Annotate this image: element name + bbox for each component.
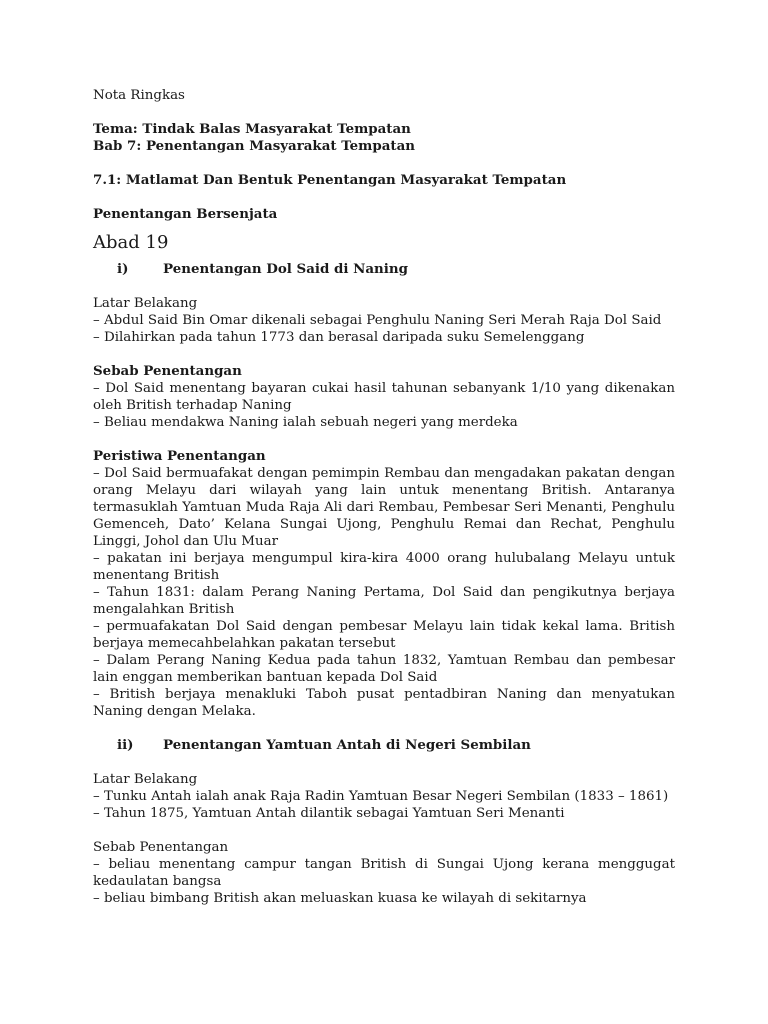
s1-cause-heading: Sebab Penentangan xyxy=(93,363,242,379)
section-1-title xyxy=(93,261,675,278)
s1-background-item: – Dilahirkan pada tahun 1773 dan berasal daripada suku Semelenggang xyxy=(93,330,585,345)
section-1-title-text: Penentangan Dol Said di Naning xyxy=(163,261,408,277)
theme-title: Tema: Tindak Balas Masyarakat Tempatan xyxy=(93,121,411,137)
section-1-number: i) xyxy=(117,261,129,277)
s1-cause-item: – Beliau mendakwa Naning ialah sebuah negeri yang merdeka xyxy=(93,415,518,430)
s1-event-item: – Tahun 1831: dalam Perang Naning Pertama, Dol Said dan pengikutnya berjaya mengalahkan British xyxy=(93,585,675,617)
s1-background-heading: Latar Belakang xyxy=(93,296,198,311)
s1-event-item: – permuafakatan Dol Said dengan pembesar Melayu lain tidak kekal lama. British berjaya memecahbelahkan pakatan tersebut xyxy=(93,619,675,651)
s1-event-item: – Dol Said bermuafakat dengan pemimpin Rembau dan mengadakan pakatan dengan orang Melayu dari wilayah yang lain untuk menentang British. Antaranya termasuklah Yamtuan Muda Raja Ali dari Rembau, Pembesar Seri Menanti, Penghulu Gemenceh, Dato’ Kelana Sungai Ujong, Penghulu Remai dan Rechat, Penghulu Linggi, Johol dan Ulu Muar xyxy=(93,466,675,549)
s1-event-item: – British berjaya menakluki Taboh pusat pentadbiran Naning dan menyatukan Naning dengan Melaka. xyxy=(93,687,675,719)
s2-cause-heading: Sebab Penentangan xyxy=(93,840,229,855)
s1-event-item: – pakatan ini berjaya mengumpul kira-kira 4000 orang hulubalang Melayu untuk menentang British xyxy=(93,551,675,583)
s2-cause-item: – beliau bimbang British akan meluaskan kuasa ke wilayah di sekitarnya xyxy=(93,891,587,906)
section-2-title-text: Penentangan Yamtuan Antah di Negeri Sembilan xyxy=(163,737,531,753)
century-heading: Abad 19 xyxy=(93,232,169,253)
s1-event-heading: Peristiwa Penentangan xyxy=(93,448,266,464)
chapter-title: Bab 7: Penentangan Masyarakat Tempatan xyxy=(93,138,415,154)
s1-event-item: – Dalam Perang Naning Kedua pada tahun 1832, Yamtuan Rembau dan pembesar lain enggan memberikan bantuan kepada Dol Said xyxy=(93,653,675,685)
section-2-number: ii) xyxy=(117,737,134,753)
subtopic-title: 7.1: Matlamat Dan Bentuk Penentangan Masyarakat Tempatan xyxy=(93,172,567,188)
s2-background-item: – Tunku Antah ialah anak Raja Radin Yamtuan Besar Negeri Sembilan (1833 – 1861) xyxy=(93,789,669,804)
s2-background-item: – Tahun 1875, Yamtuan Antah dilantik sebagai Yamtuan Seri Menanti xyxy=(93,806,565,821)
s2-background-heading: Latar Belakang xyxy=(93,772,198,787)
s1-background-item: – Abdul Said Bin Omar dikenali sebagai Penghulu Naning Seri Merah Raja Dol Said xyxy=(93,313,662,328)
document-body xyxy=(93,87,675,907)
s2-cause-item: – beliau menentang campur tangan British di Sungai Ujong kerana menggugat kedaulatan bangsa xyxy=(93,857,675,889)
s1-cause-item: – Dol Said menentang bayaran cukai hasil tahunan sebanyank 1/10 yang dikenakan oleh British terhadap Naning xyxy=(93,381,675,413)
section-2-title xyxy=(93,737,675,754)
armed-resistance-heading: Penentangan Bersenjata xyxy=(93,206,278,222)
doc-label: Nota Ringkas xyxy=(93,88,185,103)
